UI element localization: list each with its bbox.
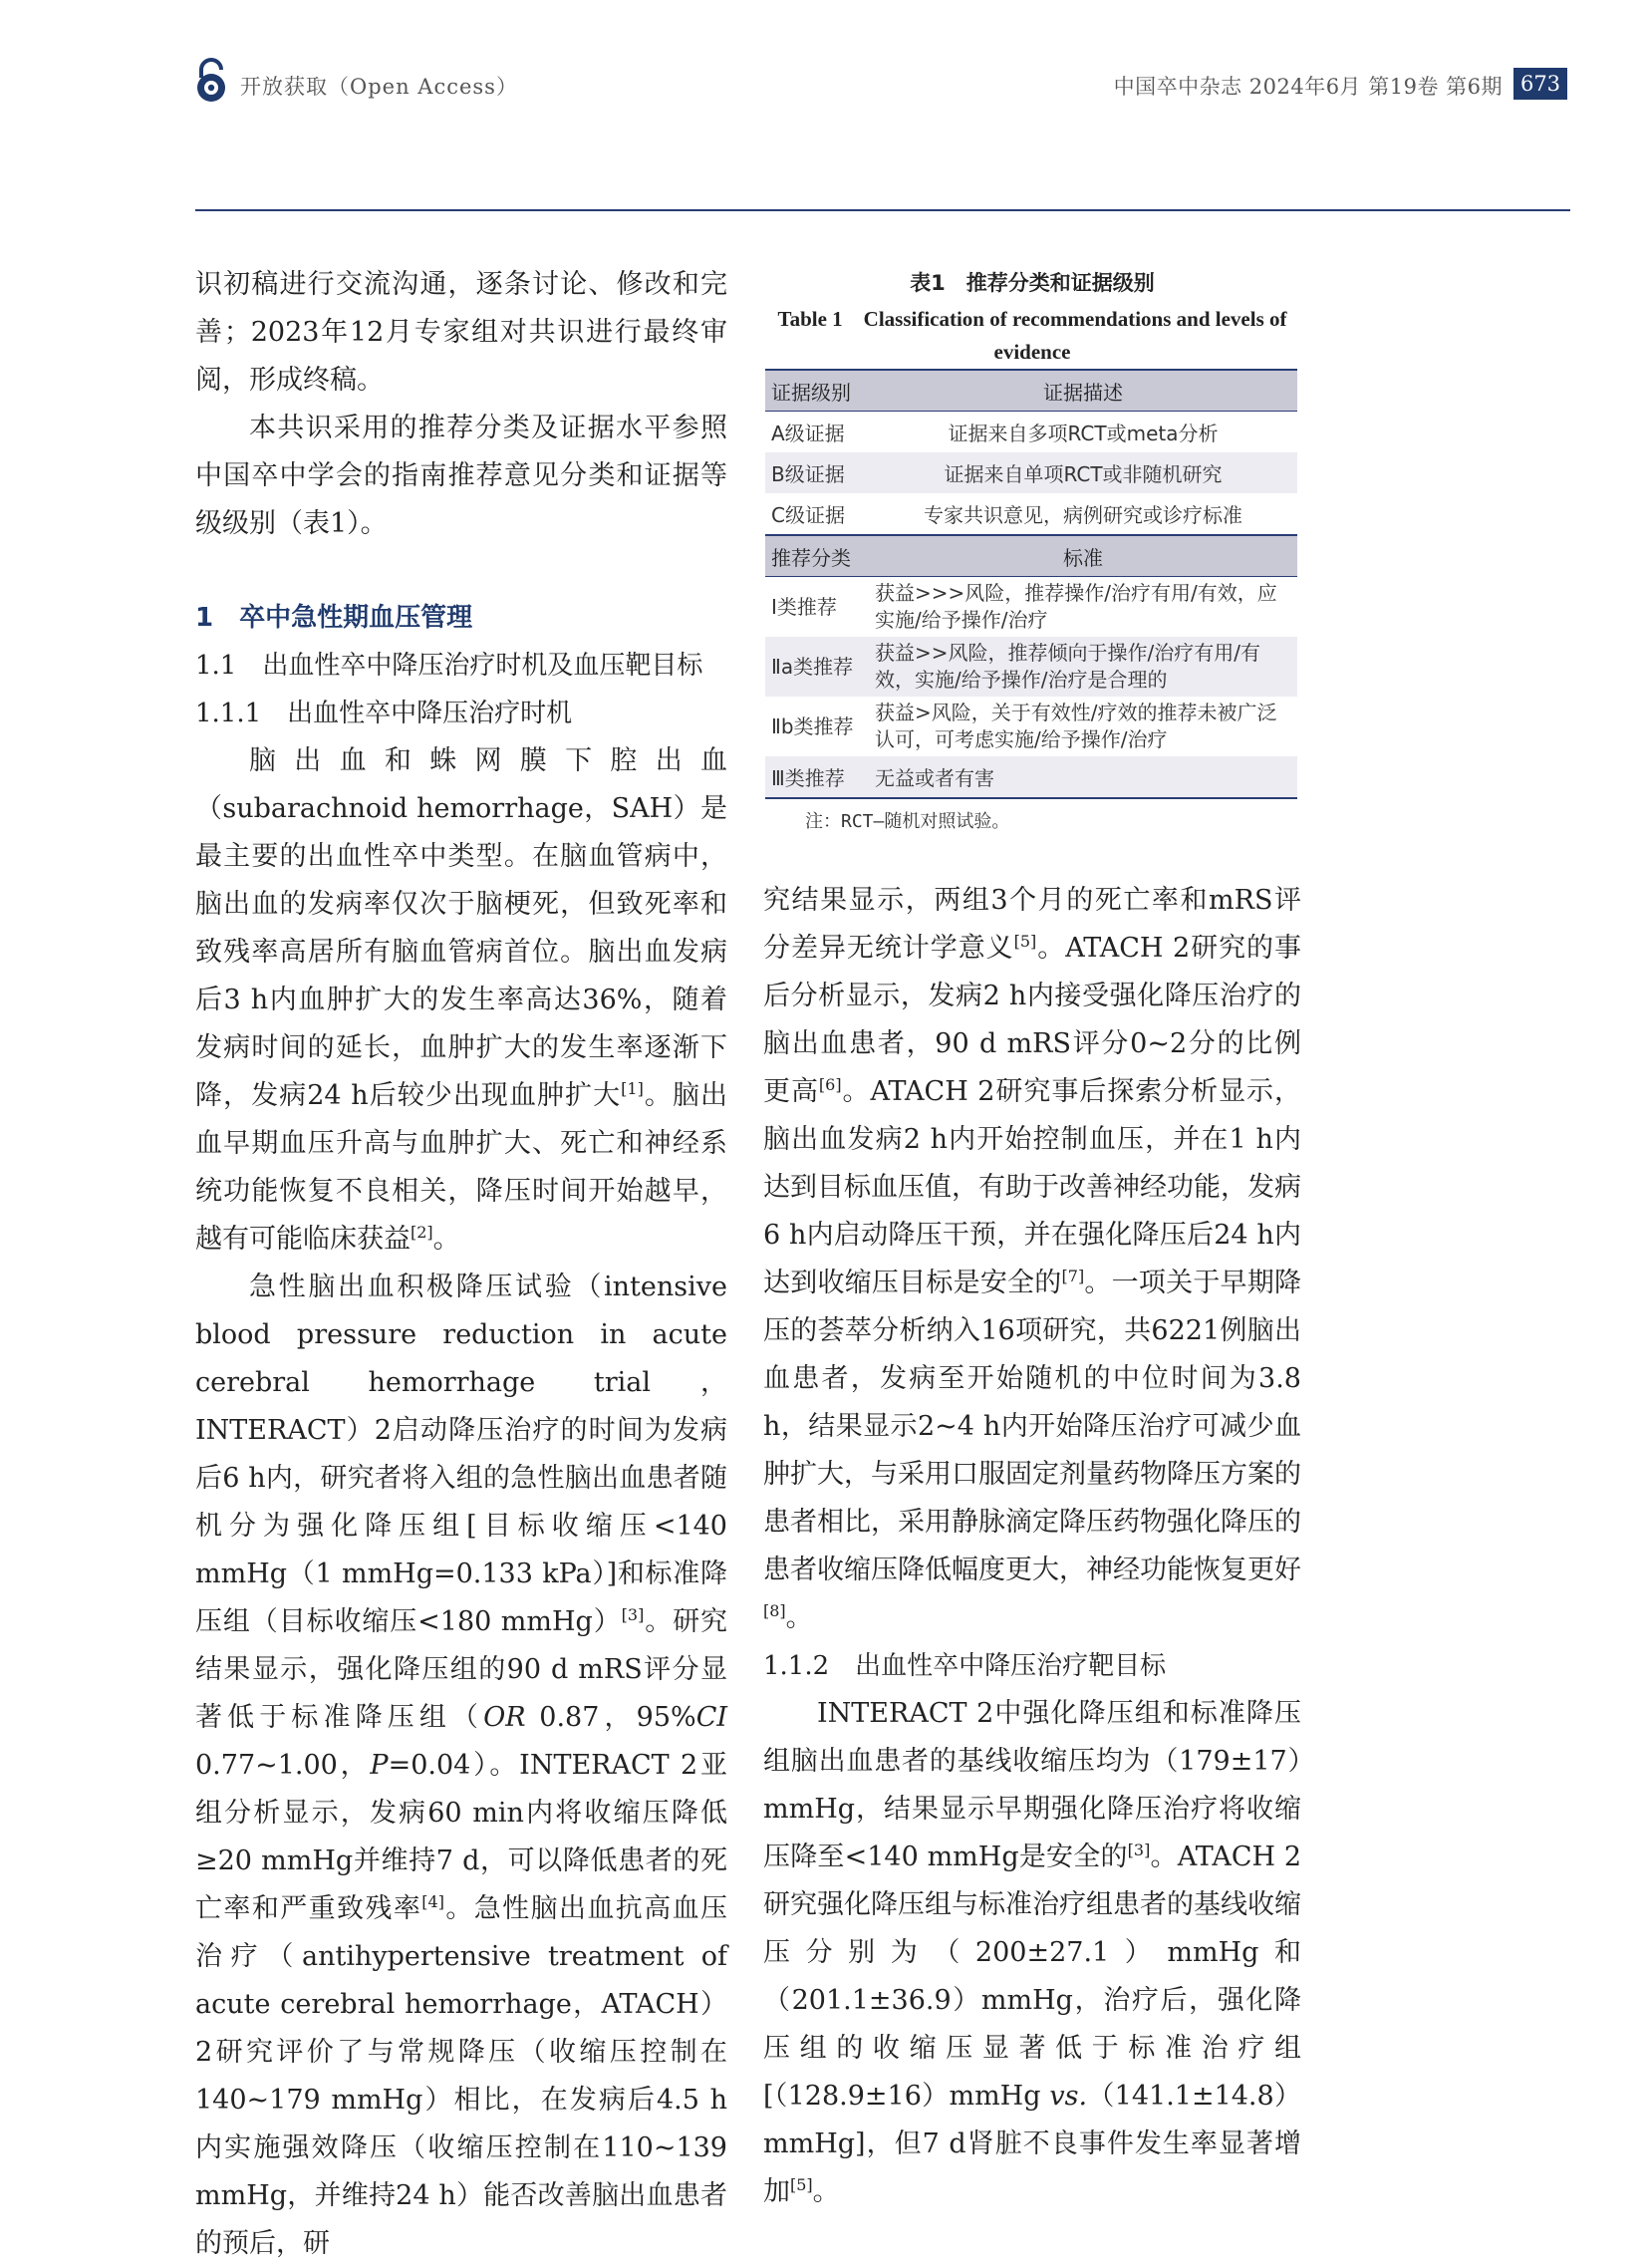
section-heading: 1 卒中急性期血压管理	[195, 603, 473, 633]
paragraph: 本共识采用的推荐分类及证据水平参照中国卒中学会的指南推荐意见分类和证据等级级别（表1）。	[195, 413, 727, 539]
table-row: A级证据 证据来自多项RCT或meta分析	[771, 422, 1219, 445]
table-header-row: 推荐分类 标准	[765, 535, 1297, 577]
open-access-icon	[192, 58, 230, 104]
citation[interactable]: [5]	[1013, 932, 1037, 951]
paragraph: 脑出血和蛛网膜下腔出血（subarachnoid hemorrhage，SAH）是最主要的出血性卒中类型。在脑血管病中，脑出血的发病率仅次于脑梗死，但致死率和致残率高居所有脑血管病首位。脑出血发病后3 h内血肿扩大的发生率高达36%，随着发病时间的延长，血肿扩大的发生率逐渐下降，发病24 h后较少出现血肿扩大[1]。脑出血早期血压升高与血肿扩大、死亡和神经系统功能恢复不良相关，降压时间开始越早，越有可能临床获益[2]。	[195, 745, 728, 1255]
table-caption-cn: 表1 推荐分类和证据级别	[910, 271, 1155, 295]
citation[interactable]: [1]	[621, 1079, 644, 1098]
page-number: 673	[1513, 68, 1567, 100]
journal-issue: 中国卒中杂志 2024年6月 第19卷 第6期	[1113, 75, 1503, 99]
table-row: Ⅲ类推荐 无益或者有害	[765, 756, 1297, 798]
table-row: B级证据 证据来自单项RCT或非随机研究	[765, 452, 1297, 493]
table-row: Ⅰ类推荐 获益>>>风险，推荐操作/治疗有用/有效，应实施/给予操作/治疗	[771, 581, 1277, 632]
citation[interactable]: [2]	[411, 1223, 433, 1242]
citation[interactable]: [5]	[790, 2175, 813, 2194]
table-row: C级证据 专家共识意见，病例研究或诊疗标准	[771, 503, 1242, 527]
table-note: 注：RCT—随机对照试验。	[805, 811, 1010, 832]
citation[interactable]: [3]	[621, 1605, 645, 1624]
table-header-row: 证据级别 证据描述	[765, 370, 1297, 412]
table-row: Ⅱb类推荐 获益>风险，关于有效性/疗效的推荐未被广泛认可，可考虑实施/给予操作/治疗	[771, 701, 1277, 751]
subsection-heading: 1.1 出血性卒中降压治疗时机及血压靶目标	[195, 651, 703, 681]
citation[interactable]: [6]	[818, 1075, 842, 1094]
subsubsection-heading: 1.1.2 出血性卒中降压治疗靶目标	[763, 1651, 1167, 1681]
left-column	[195, 261, 727, 2268]
citation[interactable]: [8]	[763, 1601, 786, 1620]
paragraph: 识初稿进行交流沟通，逐条讨论、修改和完善；2023年12月专家组对共识进行最终审阅，形成终稿。	[195, 269, 727, 396]
paragraph: 急性脑出血积极降压试验（intensive blood pressure reduction in acute cerebral hemorrhage trial，INTERACT）2启动降压治疗的时间为发病后6 h内，研究者将入组的急性脑出血患者随机分为强化降压组[目标收缩压<140 mmHg（1 mmHg=0.133 kPa）]和标准降压组（目标收缩压<180 mmHg）[3]。研究结果显示，强化降压组的90 d mRS评分显著低于标准降压组（OR 0.87，95%CI 0.77~1.00，P=0.04）。INTERACT 2亚组分析显示，发病60 min内将收缩压降低≥20 mmHg并维持7 d，可以降低患者的死亡率和严重致残率[4]。急性脑出血抗高血压治疗（antihypertensive treatment of acute cerebral hemorrhage，ATACH）2研究评价了与常规降压（收缩压控制在140~179 mmHg）相比，在发病后4.5 h内实施强效降压（收缩压控制在110~139 mmHg，并维持24 h）能否改善脑出血患者的预后，研	[195, 1272, 728, 2259]
open-access-label: 开放获取（Open Access）	[240, 75, 518, 99]
paragraph: 究结果显示，两组3个月的死亡率和mRS评分差异无统计学意义[5]。ATACH 2研究的事后分析显示，发病2 h内接受强化降压治疗的脑出血患者，90 d mRS评分0~2分的比例更高[6]。ATACH 2研究事后探索分析显示，脑出血发病2 h内开始控制血压，并在1 h内达到目标血压值，有助于改善神经功能，发病6 h内启动降压干预，并在强化降压后24 h内达到收缩压目标是安全的[7]。一项关于早期降压的荟萃分析纳入16项研究，共6221例脑出血患者，发病至开始随机的中位时间为3.8 h，结果显示2~4 h内开始降压治疗可减少血肿扩大，与采用口服固定剂量药物降压方案的患者相比，采用静脉滴定降压药物强化降压的患者收缩压降低幅度更大，神经功能恢复更好[8]。	[763, 885, 1302, 1633]
right-column	[763, 877, 1301, 2216]
citation[interactable]: [4]	[421, 1892, 444, 1911]
table-row: Ⅱa类推荐 获益>>风险，推荐倾向于操作/治疗有用/有效，实施/给予操作/治疗是合理的	[765, 637, 1297, 697]
header-rule	[195, 209, 1570, 211]
recommendation-table	[765, 369, 1297, 799]
citation[interactable]: [3]	[1127, 1841, 1151, 1859]
table-caption-en: Table 1 Classification of recommendations and levels of evidence	[777, 307, 1287, 364]
citation[interactable]: [7]	[1061, 1267, 1085, 1285]
subsubsection-heading: 1.1.1 出血性卒中降压治疗时机	[195, 699, 573, 728]
paragraph: INTERACT 2中强化降压组和标准降压组脑出血患者的基线收缩压均为（179±17）mmHg，结果显示早期强化降压治疗将收缩压降至<140 mmHg是安全的[3]。ATACH 2研究强化降压组与标准治疗组患者的基线收缩压分别为（200±27.1）mmHg和（201.1±36.9）mmHg，治疗后，强化降压组的收缩压显著低于标准治疗组[（128.9±16）mmHg vs.（141.1±14.8）mmHg]，但7 d肾脏不良事件发生率显著增加[5]。	[763, 1698, 1301, 2207]
page-header	[0, 0, 1648, 130]
